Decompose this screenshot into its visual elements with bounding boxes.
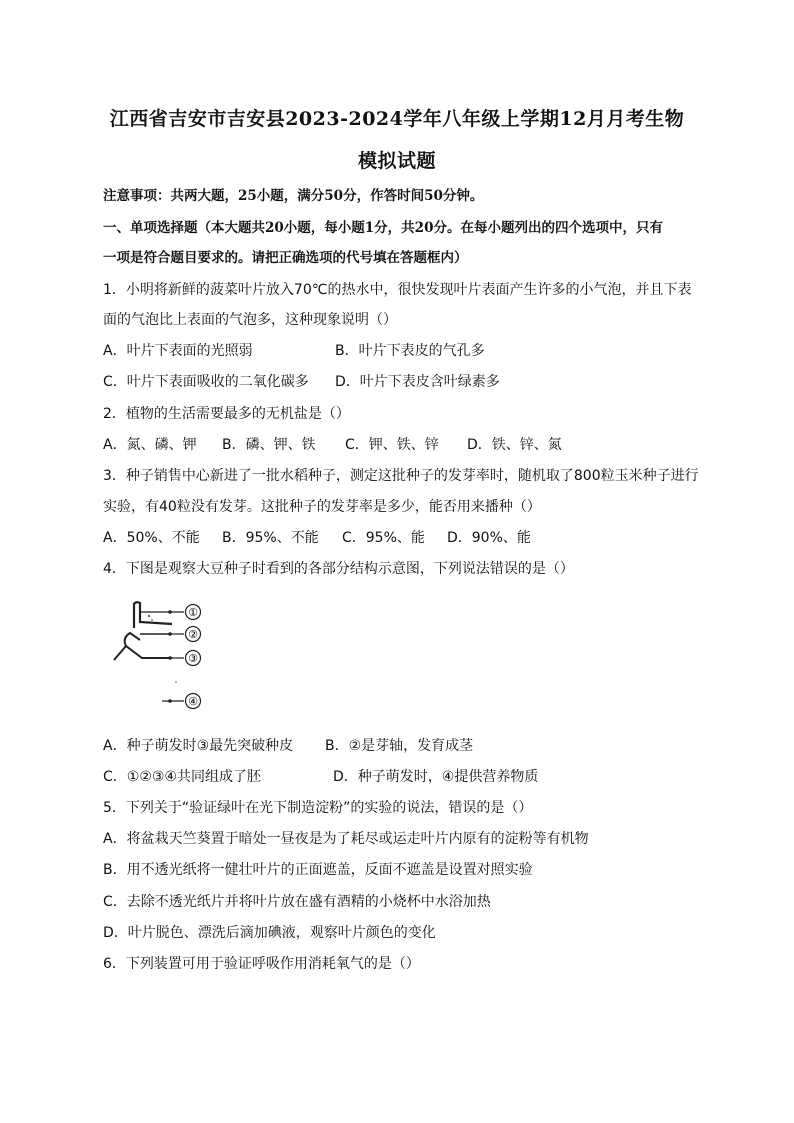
q1-stem-line2: 面的气泡比上表面的气泡多，这种现象说明（） [103,312,397,328]
q5-stem: 5．下列关于“验证绿叶在光下制造淀粉”的实验的说法，错误的是（） [103,800,533,816]
diagram-label-1: ① [188,606,198,619]
q4-option-c: C．①②③④共同组成了胚 [103,769,261,785]
q3-stem-line2: 实验，有40粒没有发芽。这批种子的发芽率是多少，能否用来播种（） [103,499,541,515]
q3-option-a: A．50%、不能 [103,530,200,546]
q3-option-d: D．90%、能 [447,530,531,546]
q1-option-a: A．叶片下表面的光照弱 [103,343,253,359]
q2-option-b: B．磷、钾、铁 [222,437,316,453]
q1-option-d: D．叶片下表皮含叶绿素多 [335,374,500,390]
section-heading-line2: 一项是符合题目要求的。请把正确选项的代号填在答题框内） [103,250,468,266]
q3-option-c: C．95%、能 [342,530,425,546]
q5-option-c: C．去除不透光纸片并将叶片放在盛有酒精的小烧杯中水浴加热 [103,894,491,910]
q4-option-b: B．②是芽轴，发育成茎 [325,738,474,754]
q5-option-d: D．叶片脱色、漂洗后滴加碘液，观察叶片颜色的变化 [103,925,436,941]
seed-outline-side [125,633,140,646]
diagram-label-3: ③ [188,652,198,665]
q2-option-d: D．铁、锌、氮 [467,437,562,453]
seed-outline-top [134,602,172,628]
q5-option-a: A．将盆栽天竺葵置于暗处一昼夜是为了耗尽或运走叶片内原有的淀粉等有机物 [103,831,589,847]
exam-notice: 注意事项：共两大题，25小题，满分50分，作答时间50分钟。 [103,188,484,204]
soybean-seed-diagram [112,598,222,718]
diagram-label-2: ② [188,628,198,641]
q1-stem-line1: 1．小明将新鲜的菠菜叶片放入70℃的热水中，很快发现叶片表面产生许多的小气泡，并且下表 [103,282,692,298]
q6-stem: 6．下列装置可用于验证呼吸作用消耗氧气的是（） [103,956,420,972]
q2-option-a: A．氮、磷、钾 [103,437,197,453]
q3-option-b: B．95%、不能 [222,530,319,546]
q2-option-c: C．钾、铁、锌 [345,437,439,453]
q1-option-c: C．叶片下表面吸收的二氧化碳多 [103,374,309,390]
q3-stem-line1: 3．种子销售中心新进了一批水稻种子，测定这批种子的发芽率时，随机取了800粒玉米种子进行 [103,468,699,484]
section-heading-line1: 一、单项选择题（本大题共20小题，每小题1分，共20分。在每小题列出的四个选项中，只有 [103,220,663,236]
exam-title: 江西省吉安市吉安县2023-2024学年八年级上学期12月月考生物 [109,108,685,130]
diagram-label-4: ④ [188,695,198,708]
exam-subtitle: 模拟试题 [357,150,436,172]
q5-option-b: B．用不透光纸将一健壮叶片的正面遮盖，反面不遮盖是设置对照实验 [103,862,533,878]
q2-stem: 2．植物的生活需要最多的无机盐是（） [103,406,350,422]
q4-option-a: A．种子萌发时③最先突破种皮 [103,738,294,754]
seed-outline-bottom [114,646,172,660]
q4-stem: 4．下图是观察大豆种子时看到的各部分结构示意图，下列说法错误的是（） [103,561,574,577]
q4-option-d: D．种子萌发时，④提供营养物质 [333,769,539,785]
q1-option-b: B．叶片下表皮的气孔多 [335,343,485,359]
